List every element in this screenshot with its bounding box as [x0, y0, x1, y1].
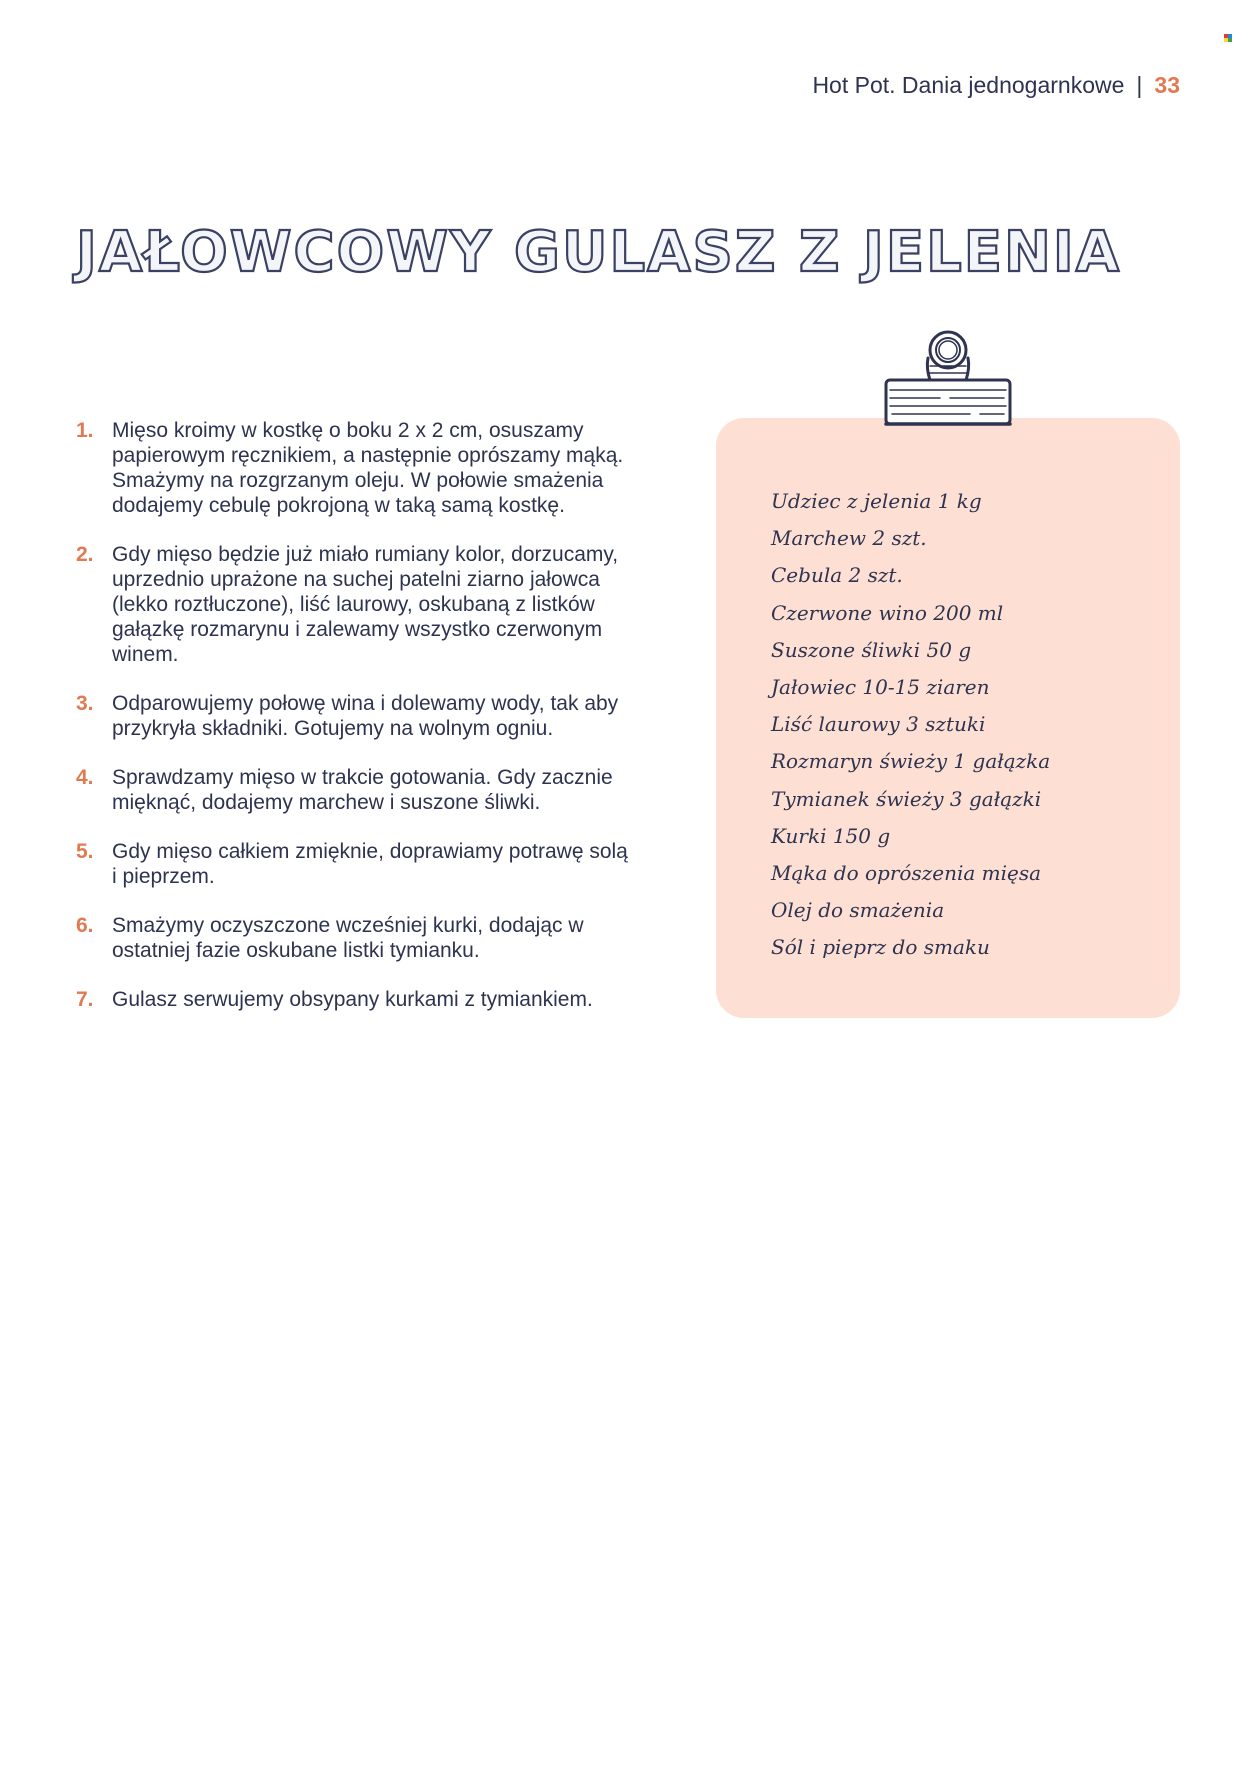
step-text: Mięso kroimy w kostkę o boku 2 x 2 cm, osuszamy papierowym ręcznikiem, a następnie oprószamy mąką. Smażymy na rozgrzanym oleju. W połowie smażenia dodajemy cebulę pokrojoną w taką samą kostkę.	[112, 419, 624, 517]
step-item	[76, 765, 636, 815]
step-number: 7.	[76, 988, 94, 1011]
step-item	[76, 418, 636, 518]
ingredient-item: Sól i pieprz do smaku	[771, 935, 990, 960]
recipe-title: JAŁOWCOWY GULASZ Z JELENIA	[76, 220, 1122, 285]
ingredient-item: Suszone śliwki 50 g	[771, 637, 972, 662]
steps-list	[76, 418, 636, 1036]
step-item	[76, 542, 636, 667]
step-number: 6.	[76, 914, 94, 937]
step-text: Gulasz serwujemy obsypany kurkami z tymiankiem.	[112, 988, 593, 1011]
ingredient-item: Tymianek świeży 3 gałązki	[771, 786, 1042, 811]
ingredient-item: Czerwone wino 200 ml	[771, 600, 1004, 625]
step-item	[76, 691, 636, 741]
step-text: Gdy mięso będzie już miało rumiany kolor, dorzucamy, uprzednio uprażone na suchej patelni ziarno jałowca (lekko roztłuczone), liść laurowy, oskubaną z listków gałązkę rozmarynu i zalewamy wszystko czerwonym winem.	[112, 543, 619, 666]
ingredients-list	[771, 486, 1050, 969]
ingredient-item: Mąka do oprószenia mięsa	[771, 860, 1042, 885]
ingredient-item: Jałowiec 10-15 ziaren	[771, 674, 990, 699]
ingredient-item: Olej do smażenia	[771, 898, 945, 923]
ingredient-item: Cebula 2 szt.	[771, 563, 903, 588]
ingredient-item: Rozmaryn świeży 1 gałązka	[771, 749, 1051, 774]
page-header	[812, 72, 1180, 99]
section-title: Hot Pot. Dania jednogarnkowe	[812, 72, 1125, 98]
clipboard-clip-icon	[880, 328, 1016, 432]
step-text: Smażymy oczyszczone wcześniej kurki, dodając w ostatniej fazie oskubane listki tymianku.	[112, 914, 584, 962]
ingredient-item: Liść laurowy 3 sztuki	[771, 712, 986, 737]
step-text: Gdy mięso całkiem zmięknie, doprawiamy potrawę solą i pieprzem.	[112, 840, 628, 888]
step-text: Sprawdzamy mięso w trakcie gotowania. Gdy zacznie mięknąć, dodajemy marchew i suszone śliwki.	[112, 766, 613, 814]
step-item	[76, 913, 636, 963]
step-number: 2.	[76, 543, 94, 566]
step-number: 3.	[76, 692, 94, 715]
step-item	[76, 839, 636, 889]
page-number: 33	[1154, 72, 1180, 98]
step-item	[76, 987, 636, 1012]
ingredient-item: Marchew 2 szt.	[771, 526, 927, 551]
header-separator: |	[1136, 72, 1143, 98]
step-number: 5.	[76, 840, 94, 863]
step-number: 4.	[76, 766, 94, 789]
color-registration-mark	[1224, 34, 1233, 43]
step-number: 1.	[76, 419, 94, 442]
ingredient-item: Kurki 150 g	[771, 823, 891, 848]
ingredient-item: Udziec z jelenia 1 kg	[771, 489, 982, 513]
step-text: Odparowujemy połowę wina i dolewamy wody, tak aby przykryła składniki. Gotujemy na wolnym ogniu.	[112, 692, 619, 740]
